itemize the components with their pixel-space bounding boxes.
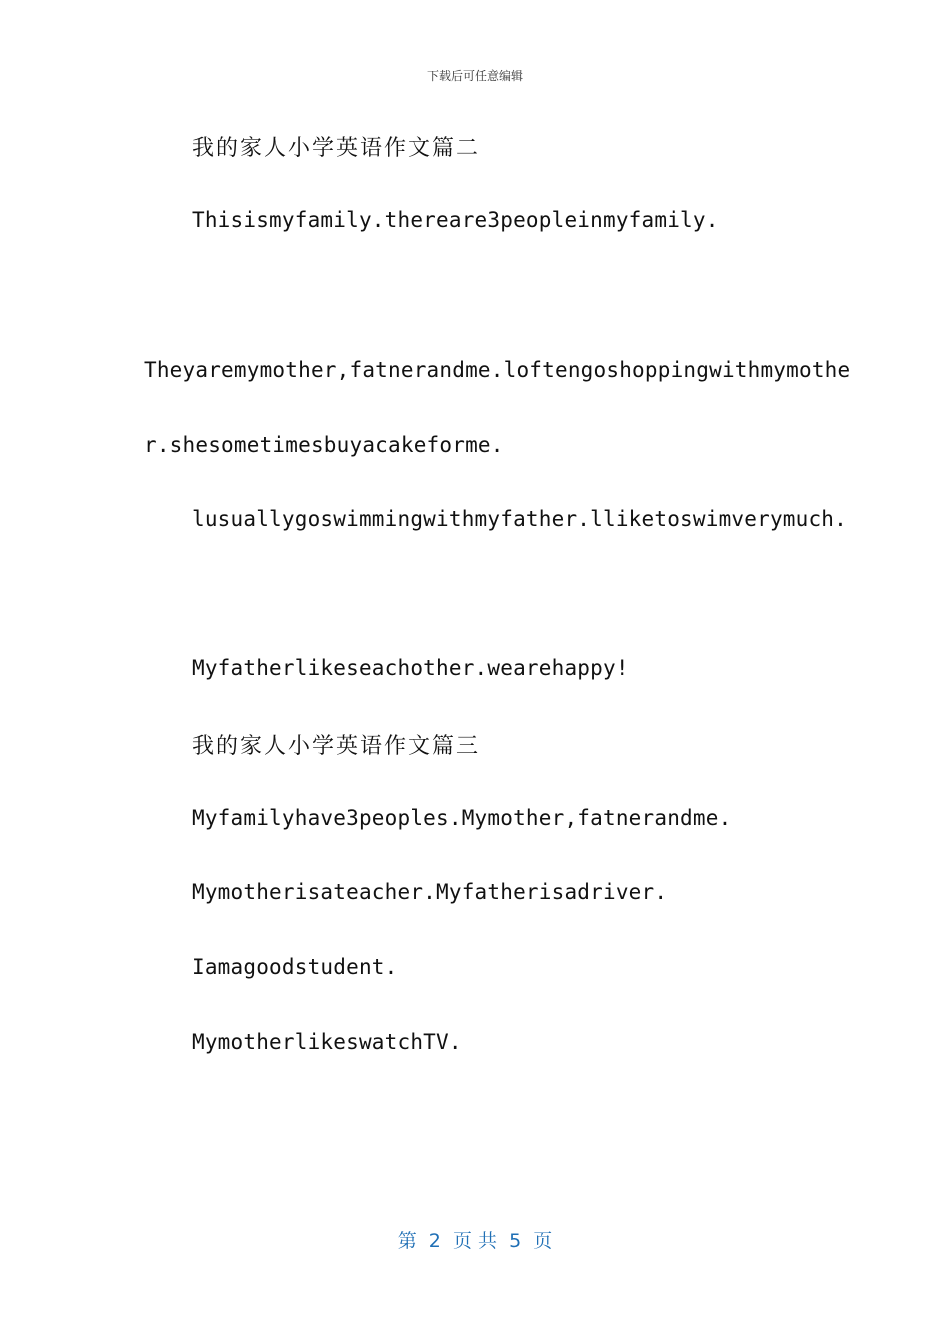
header-note: 下载后可任意编辑 <box>426 69 523 83</box>
paragraph-4: Myfatherlikeseachother.wearehappy! <box>192 656 629 680</box>
page-number-footer: 第 2 页 共 5 页 <box>397 1230 553 1252</box>
paragraph-8: MymotherlikeswatchTV. <box>192 1030 462 1054</box>
paragraph-5: Myfamilyhave3peoples.Mymother,fatnerandme. <box>192 806 732 830</box>
paragraph-2-line-2: r.shesometimesbuyacakeforme. <box>144 433 504 457</box>
paragraph-1: Thisismyfamily.thereare3peopleinmyfamily. <box>192 208 719 232</box>
paragraph-7: Iamagoodstudent. <box>192 955 398 979</box>
section-heading-3: 我的家人小学英语作文篇三 <box>192 734 481 759</box>
paragraph-6: Mymotherisateacher.Myfatherisadriver. <box>192 880 668 904</box>
paragraph-2-line-1: Theyaremymother,fatnerandme.loftengoshoppingwithmymothe <box>144 358 851 382</box>
section-heading-2: 我的家人小学英语作文篇二 <box>192 136 481 161</box>
paragraph-3: lusuallygoswimmingwithmyfather.lliketoswimverymuch. <box>192 507 847 531</box>
